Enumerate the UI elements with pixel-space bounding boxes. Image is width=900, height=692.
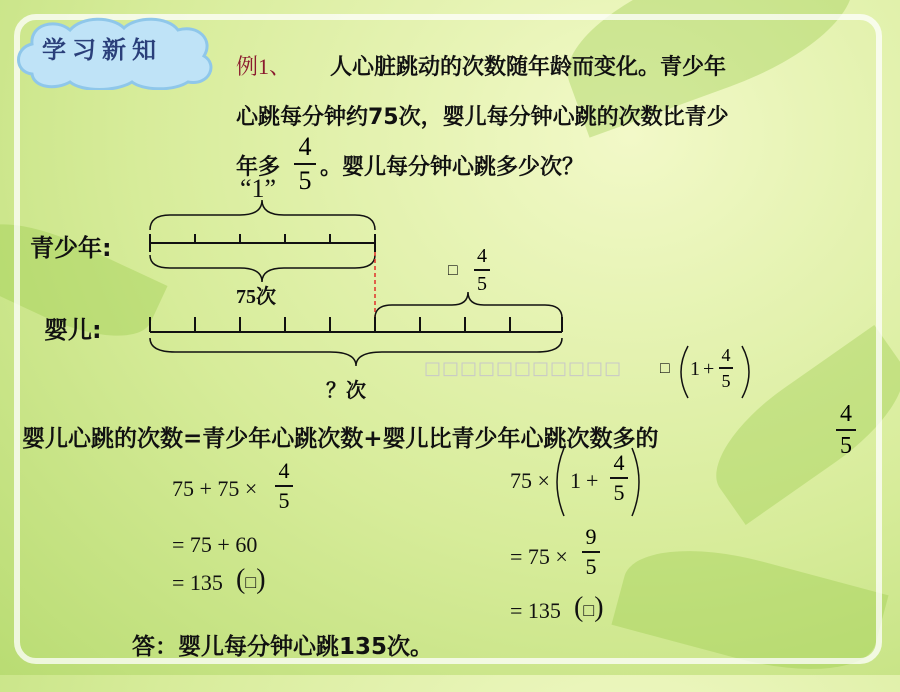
method1-fraction <box>275 460 293 512</box>
method2-line-3: = 135 <box>510 598 561 623</box>
baby-segment <box>150 317 562 332</box>
mult-fraction <box>719 346 733 390</box>
mult-one: 1 <box>690 358 700 380</box>
relation-text: 婴儿心跳的次数=青少年心跳次数+婴儿比青少年心跳次数多的 <box>22 426 659 452</box>
method2-line-1: 75 × <box>510 468 550 493</box>
fraction-numerator: 4 <box>840 401 852 427</box>
unit-one-label: “1” <box>240 174 277 203</box>
paren-right <box>632 448 639 516</box>
mult-prefix: □ <box>660 360 670 377</box>
fraction-bar <box>474 269 490 271</box>
fraction-numerator: 4 <box>721 345 731 365</box>
fraction-denominator: 5 <box>477 272 487 295</box>
extra-top-brace <box>375 292 562 318</box>
relation-fraction <box>836 402 856 458</box>
fraction-numerator: 9 <box>585 524 597 549</box>
fraction-bar <box>836 429 856 431</box>
method1-line-1: 75 + 75 × <box>172 476 258 501</box>
method2-fraction-2 <box>582 526 600 578</box>
method2-unit: (□) <box>574 592 604 623</box>
answer-text: 答：婴儿每分钟心跳135次。 <box>132 634 434 660</box>
paren-right <box>742 346 749 398</box>
fraction-numerator: 4 <box>278 458 290 483</box>
fraction-denominator: 5 <box>721 370 731 391</box>
badge-title: 学习新知 <box>42 36 162 64</box>
baby-count: ？次 <box>326 378 366 402</box>
method1-line-2: = 75 + 60 <box>172 532 258 557</box>
unit-placeholder: □ <box>245 572 257 592</box>
extra-frac-prefix: □ <box>448 262 458 279</box>
method2-fraction <box>610 452 628 504</box>
problem-line-3-end: 。婴儿每分钟心跳多少次？ <box>320 155 585 180</box>
baby-label: 婴儿: <box>44 316 102 344</box>
fraction-bar <box>719 367 733 369</box>
fraction-bar <box>275 485 293 487</box>
fraction-bar <box>610 477 628 479</box>
teen-segment <box>150 234 375 252</box>
fraction-numerator: 4 <box>298 132 312 161</box>
method2-line-2: = 75 × <box>510 544 568 569</box>
mult-plus: + <box>703 358 715 380</box>
method1-line-3: = 135 <box>172 570 223 595</box>
fraction-bar <box>582 551 600 553</box>
method2-plus: + <box>586 468 599 493</box>
method2-one: 1 <box>570 468 581 493</box>
placeholder-boxes: □□□□□□□□□□□ <box>424 358 623 379</box>
method1-unit: (□) <box>236 564 266 595</box>
example-label: 例1、 <box>236 54 292 79</box>
fraction-denominator: 5 <box>840 432 852 459</box>
teen-top-brace <box>150 200 375 230</box>
teen-count: 75次 <box>236 286 276 308</box>
extra-fraction <box>474 246 490 294</box>
problem-line-1: 人心脏跳动的次数随年龄而变化。青少年 <box>330 55 727 80</box>
teen-label: 青少年: <box>30 234 112 262</box>
unit-placeholder: □ <box>583 600 595 620</box>
fraction-denominator: 5 <box>585 553 597 579</box>
teen-bottom-brace <box>150 255 375 282</box>
fraction-numerator: 4 <box>477 245 487 267</box>
paren-left <box>681 346 688 398</box>
problem-line-2: 心跳每分钟约75次，婴儿每分钟心跳的次数比青少 <box>236 105 729 130</box>
paren-left <box>557 448 564 516</box>
fraction-denominator: 5 <box>613 479 625 505</box>
fraction-denominator: 5 <box>298 165 312 195</box>
problem-line-3-start: 年多 <box>236 155 281 180</box>
fraction-denominator: 5 <box>278 487 290 513</box>
fraction-numerator: 4 <box>613 450 625 475</box>
